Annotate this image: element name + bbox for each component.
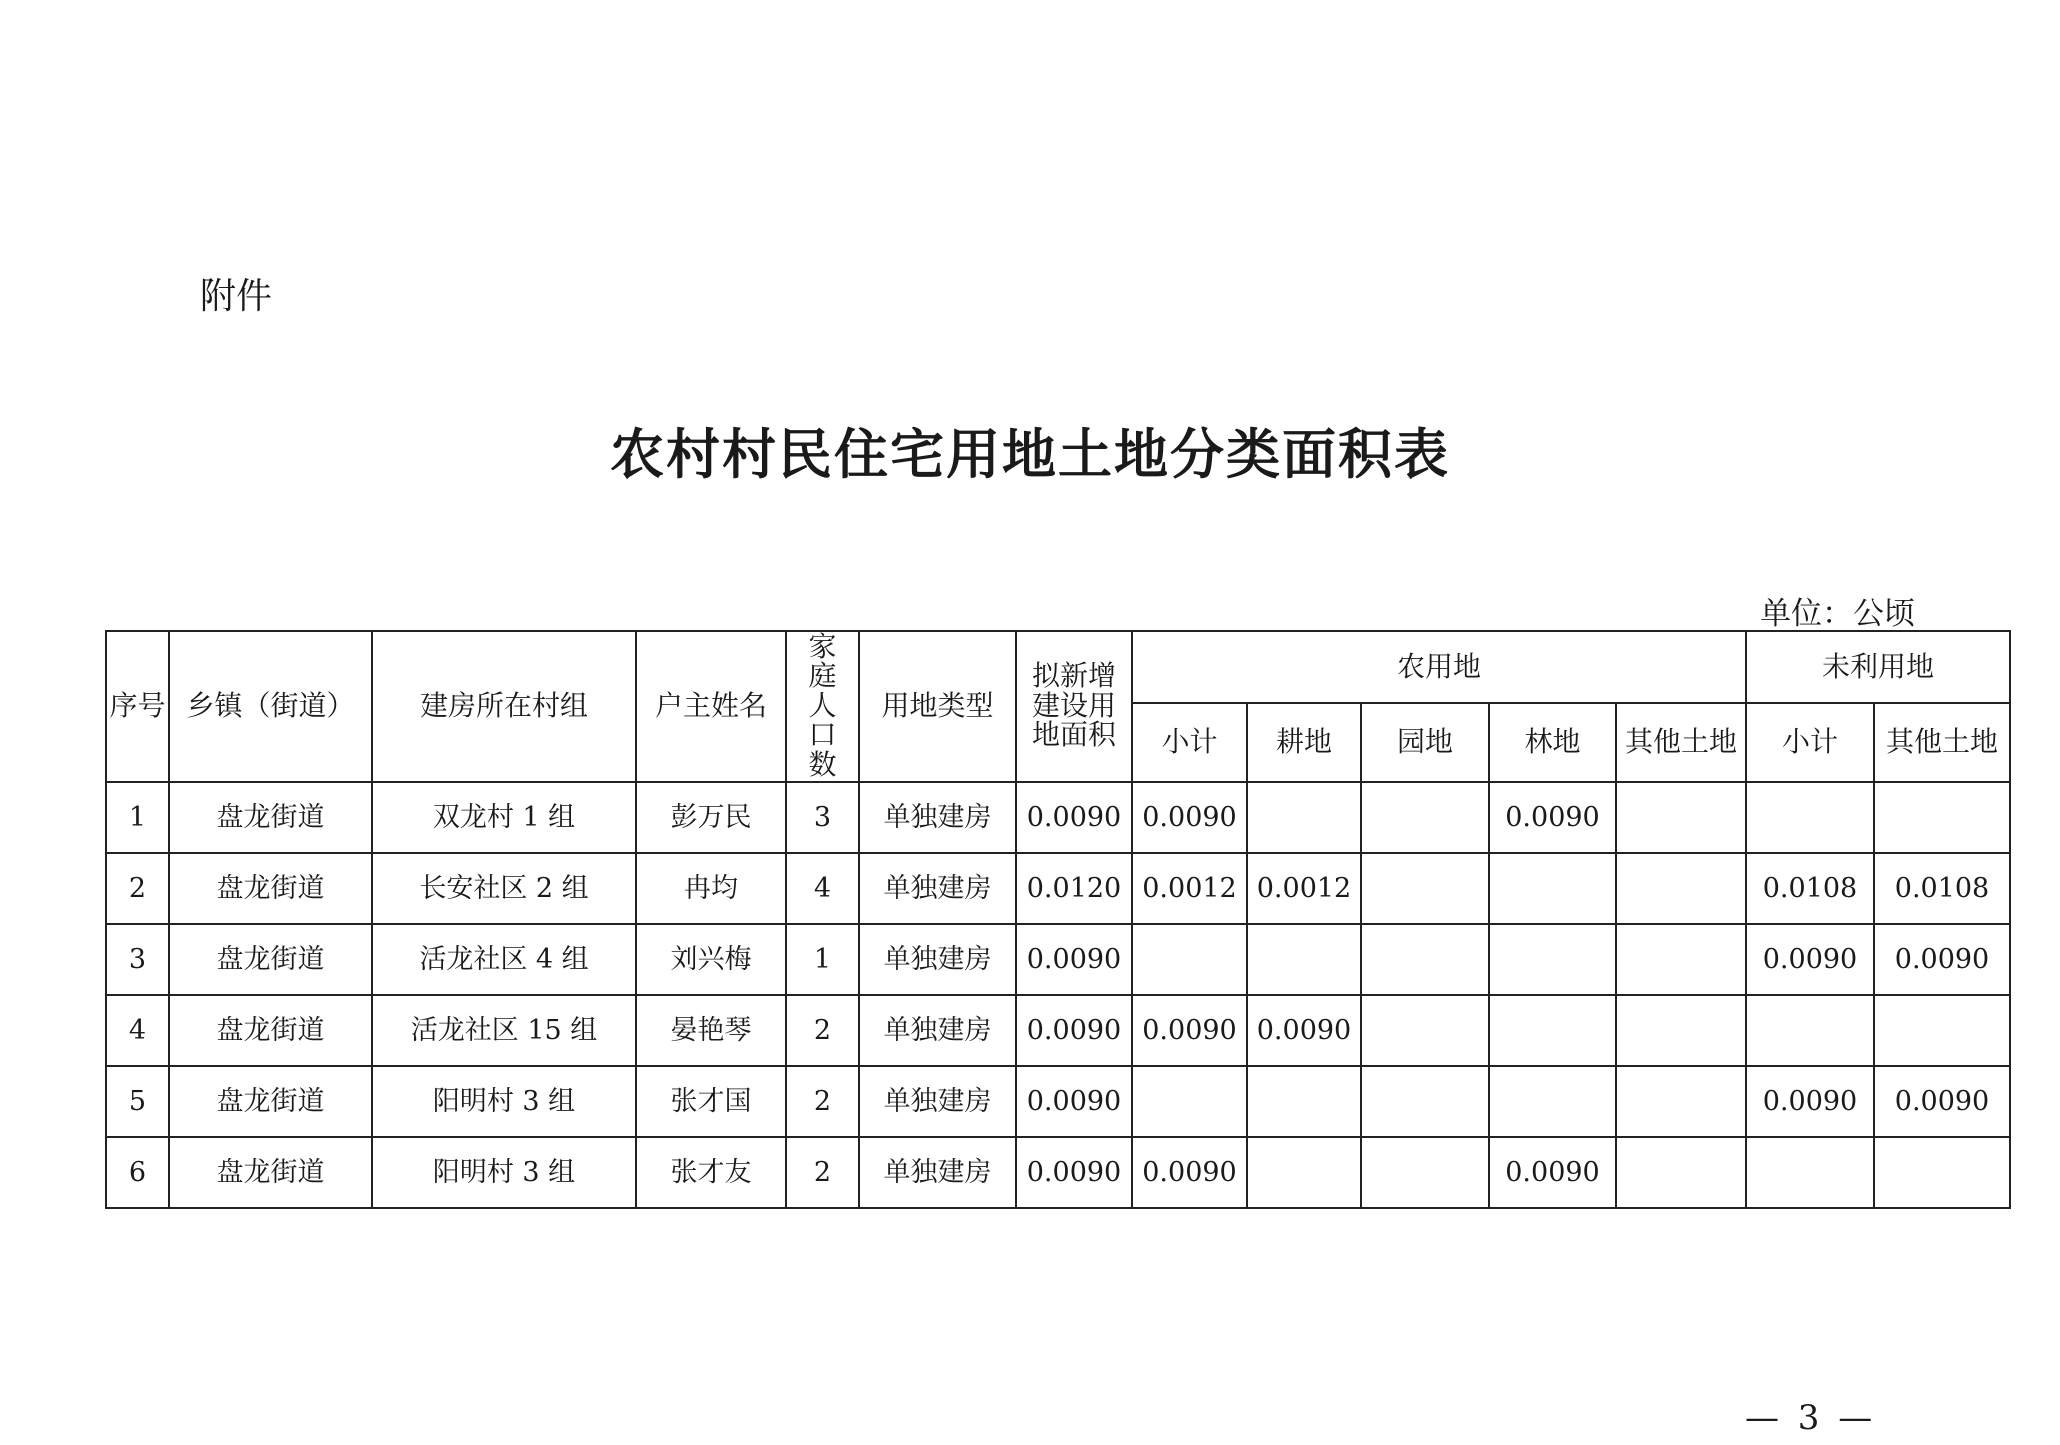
header-land-type: 用地类型 (859, 631, 1016, 782)
cell-population: 3 (786, 782, 859, 853)
cell-unused-other: 0.0090 (1874, 1066, 2010, 1137)
cell-seq: 6 (106, 1137, 169, 1208)
cell-unused-other (1874, 995, 2010, 1066)
cell-agri-subtotal: 0.0090 (1132, 782, 1247, 853)
cell-agri-garden (1361, 853, 1489, 924)
cell-seq: 4 (106, 995, 169, 1066)
cell-unused-subtotal (1746, 1137, 1874, 1208)
header-village: 建房所在村组 (372, 631, 636, 782)
table-row (106, 782, 2010, 853)
cell-agri-subtotal (1132, 924, 1247, 995)
header-owner: 户主姓名 (636, 631, 786, 782)
cell-unused-other (1874, 782, 2010, 853)
cell-agri-subtotal: 0.0012 (1132, 853, 1247, 924)
cell-village: 长安社区 2 组 (372, 853, 636, 924)
cell-village: 活龙社区 4 组 (372, 924, 636, 995)
header-population (786, 631, 859, 782)
cell-unused-subtotal (1746, 782, 1874, 853)
cell-land-type: 单独建房 (859, 1137, 1016, 1208)
header-agri-forest: 林地 (1489, 703, 1616, 782)
page-number: — 3 — (1745, 1398, 1877, 1438)
cell-village: 阳明村 3 组 (372, 1137, 636, 1208)
cell-new-area: 0.0090 (1016, 924, 1132, 995)
unit-label: 单位：公顷 (1760, 596, 1915, 632)
table-row (106, 1137, 2010, 1208)
cell-owner: 晏艳琴 (636, 995, 786, 1066)
table-row (106, 1066, 2010, 1137)
cell-new-area: 0.0090 (1016, 1066, 1132, 1137)
cell-unused-subtotal: 0.0108 (1746, 853, 1874, 924)
header-agricultural-land: 农用地 (1132, 631, 1746, 703)
header-town: 乡镇（街道） (169, 631, 372, 782)
cell-agri-other (1616, 924, 1746, 995)
cell-town: 盘龙街道 (169, 853, 372, 924)
page-title: 农村村民住宅用地土地分类面积表 (610, 422, 1450, 486)
cell-agri-farmland: 0.0012 (1247, 853, 1361, 924)
header-seq: 序号 (106, 631, 169, 782)
cell-town: 盘龙街道 (169, 1137, 372, 1208)
header-agri-subtotal: 小计 (1132, 703, 1247, 782)
cell-agri-garden (1361, 995, 1489, 1066)
cell-new-area: 0.0090 (1016, 1137, 1132, 1208)
header-new-area-text: 拟新增建设用地面积 (1031, 659, 1116, 752)
cell-agri-farmland: 0.0090 (1247, 995, 1361, 1066)
table-row (106, 853, 2010, 924)
cell-land-type: 单独建房 (859, 995, 1016, 1066)
cell-new-area: 0.0090 (1016, 782, 1132, 853)
header-unused-land: 未利用地 (1746, 631, 2010, 703)
cell-seq: 2 (106, 853, 169, 924)
cell-agri-forest: 0.0090 (1489, 782, 1616, 853)
cell-population: 2 (786, 1066, 859, 1137)
header-new-area (1016, 631, 1132, 782)
cell-seq: 3 (106, 924, 169, 995)
header-unused-subtotal: 小计 (1746, 703, 1874, 782)
cell-agri-garden (1361, 782, 1489, 853)
header-population-text: 家庭人口数 (808, 630, 837, 781)
cell-unused-other: 0.0108 (1874, 853, 2010, 924)
cell-population: 2 (786, 995, 859, 1066)
cell-agri-forest (1489, 995, 1616, 1066)
cell-unused-other: 0.0090 (1874, 924, 2010, 995)
cell-unused-subtotal: 0.0090 (1746, 1066, 1874, 1137)
cell-owner: 张才友 (636, 1137, 786, 1208)
cell-agri-subtotal (1132, 1066, 1247, 1137)
cell-agri-subtotal: 0.0090 (1132, 995, 1247, 1066)
cell-agri-farmland (1247, 782, 1361, 853)
cell-town: 盘龙街道 (169, 995, 372, 1066)
cell-land-type: 单独建房 (859, 782, 1016, 853)
cell-unused-other (1874, 1137, 2010, 1208)
cell-town: 盘龙街道 (169, 924, 372, 995)
header-agri-other: 其他土地 (1616, 703, 1746, 782)
cell-owner: 张才国 (636, 1066, 786, 1137)
cell-owner: 彭万民 (636, 782, 786, 853)
cell-agri-subtotal: 0.0090 (1132, 1137, 1247, 1208)
cell-agri-other (1616, 1137, 1746, 1208)
cell-seq: 1 (106, 782, 169, 853)
cell-town: 盘龙街道 (169, 782, 372, 853)
cell-seq: 5 (106, 1066, 169, 1137)
cell-agri-forest (1489, 1066, 1616, 1137)
header-agri-farmland: 耕地 (1247, 703, 1361, 782)
header-agri-garden: 园地 (1361, 703, 1489, 782)
cell-owner: 冉均 (636, 853, 786, 924)
cell-village: 阳明村 3 组 (372, 1066, 636, 1137)
cell-agri-farmland (1247, 924, 1361, 995)
cell-agri-forest: 0.0090 (1489, 1137, 1616, 1208)
cell-new-area: 0.0120 (1016, 853, 1132, 924)
attachment-label: 附件 (200, 276, 273, 317)
cell-village: 活龙社区 15 组 (372, 995, 636, 1066)
cell-agri-other (1616, 1066, 1746, 1137)
cell-population: 1 (786, 924, 859, 995)
cell-agri-forest (1489, 853, 1616, 924)
cell-agri-forest (1489, 924, 1616, 995)
cell-unused-subtotal: 0.0090 (1746, 924, 1874, 995)
cell-owner: 刘兴梅 (636, 924, 786, 995)
cell-village: 双龙村 1 组 (372, 782, 636, 853)
cell-town: 盘龙街道 (169, 1066, 372, 1137)
cell-unused-subtotal (1746, 995, 1874, 1066)
cell-agri-other (1616, 853, 1746, 924)
cell-population: 2 (786, 1137, 859, 1208)
table-row (106, 995, 2010, 1066)
cell-land-type: 单独建房 (859, 1066, 1016, 1137)
cell-land-type: 单独建房 (859, 853, 1016, 924)
table-row (106, 924, 2010, 995)
cell-population: 4 (786, 853, 859, 924)
cell-new-area: 0.0090 (1016, 995, 1132, 1066)
cell-agri-farmland (1247, 1137, 1361, 1208)
header-unused-other: 其他土地 (1874, 703, 2010, 782)
cell-agri-garden (1361, 1137, 1489, 1208)
cell-agri-garden (1361, 1066, 1489, 1137)
land-area-table (105, 630, 2011, 1209)
cell-agri-garden (1361, 924, 1489, 995)
cell-land-type: 单独建房 (859, 924, 1016, 995)
cell-agri-other (1616, 782, 1746, 853)
cell-agri-other (1616, 995, 1746, 1066)
cell-agri-farmland (1247, 1066, 1361, 1137)
